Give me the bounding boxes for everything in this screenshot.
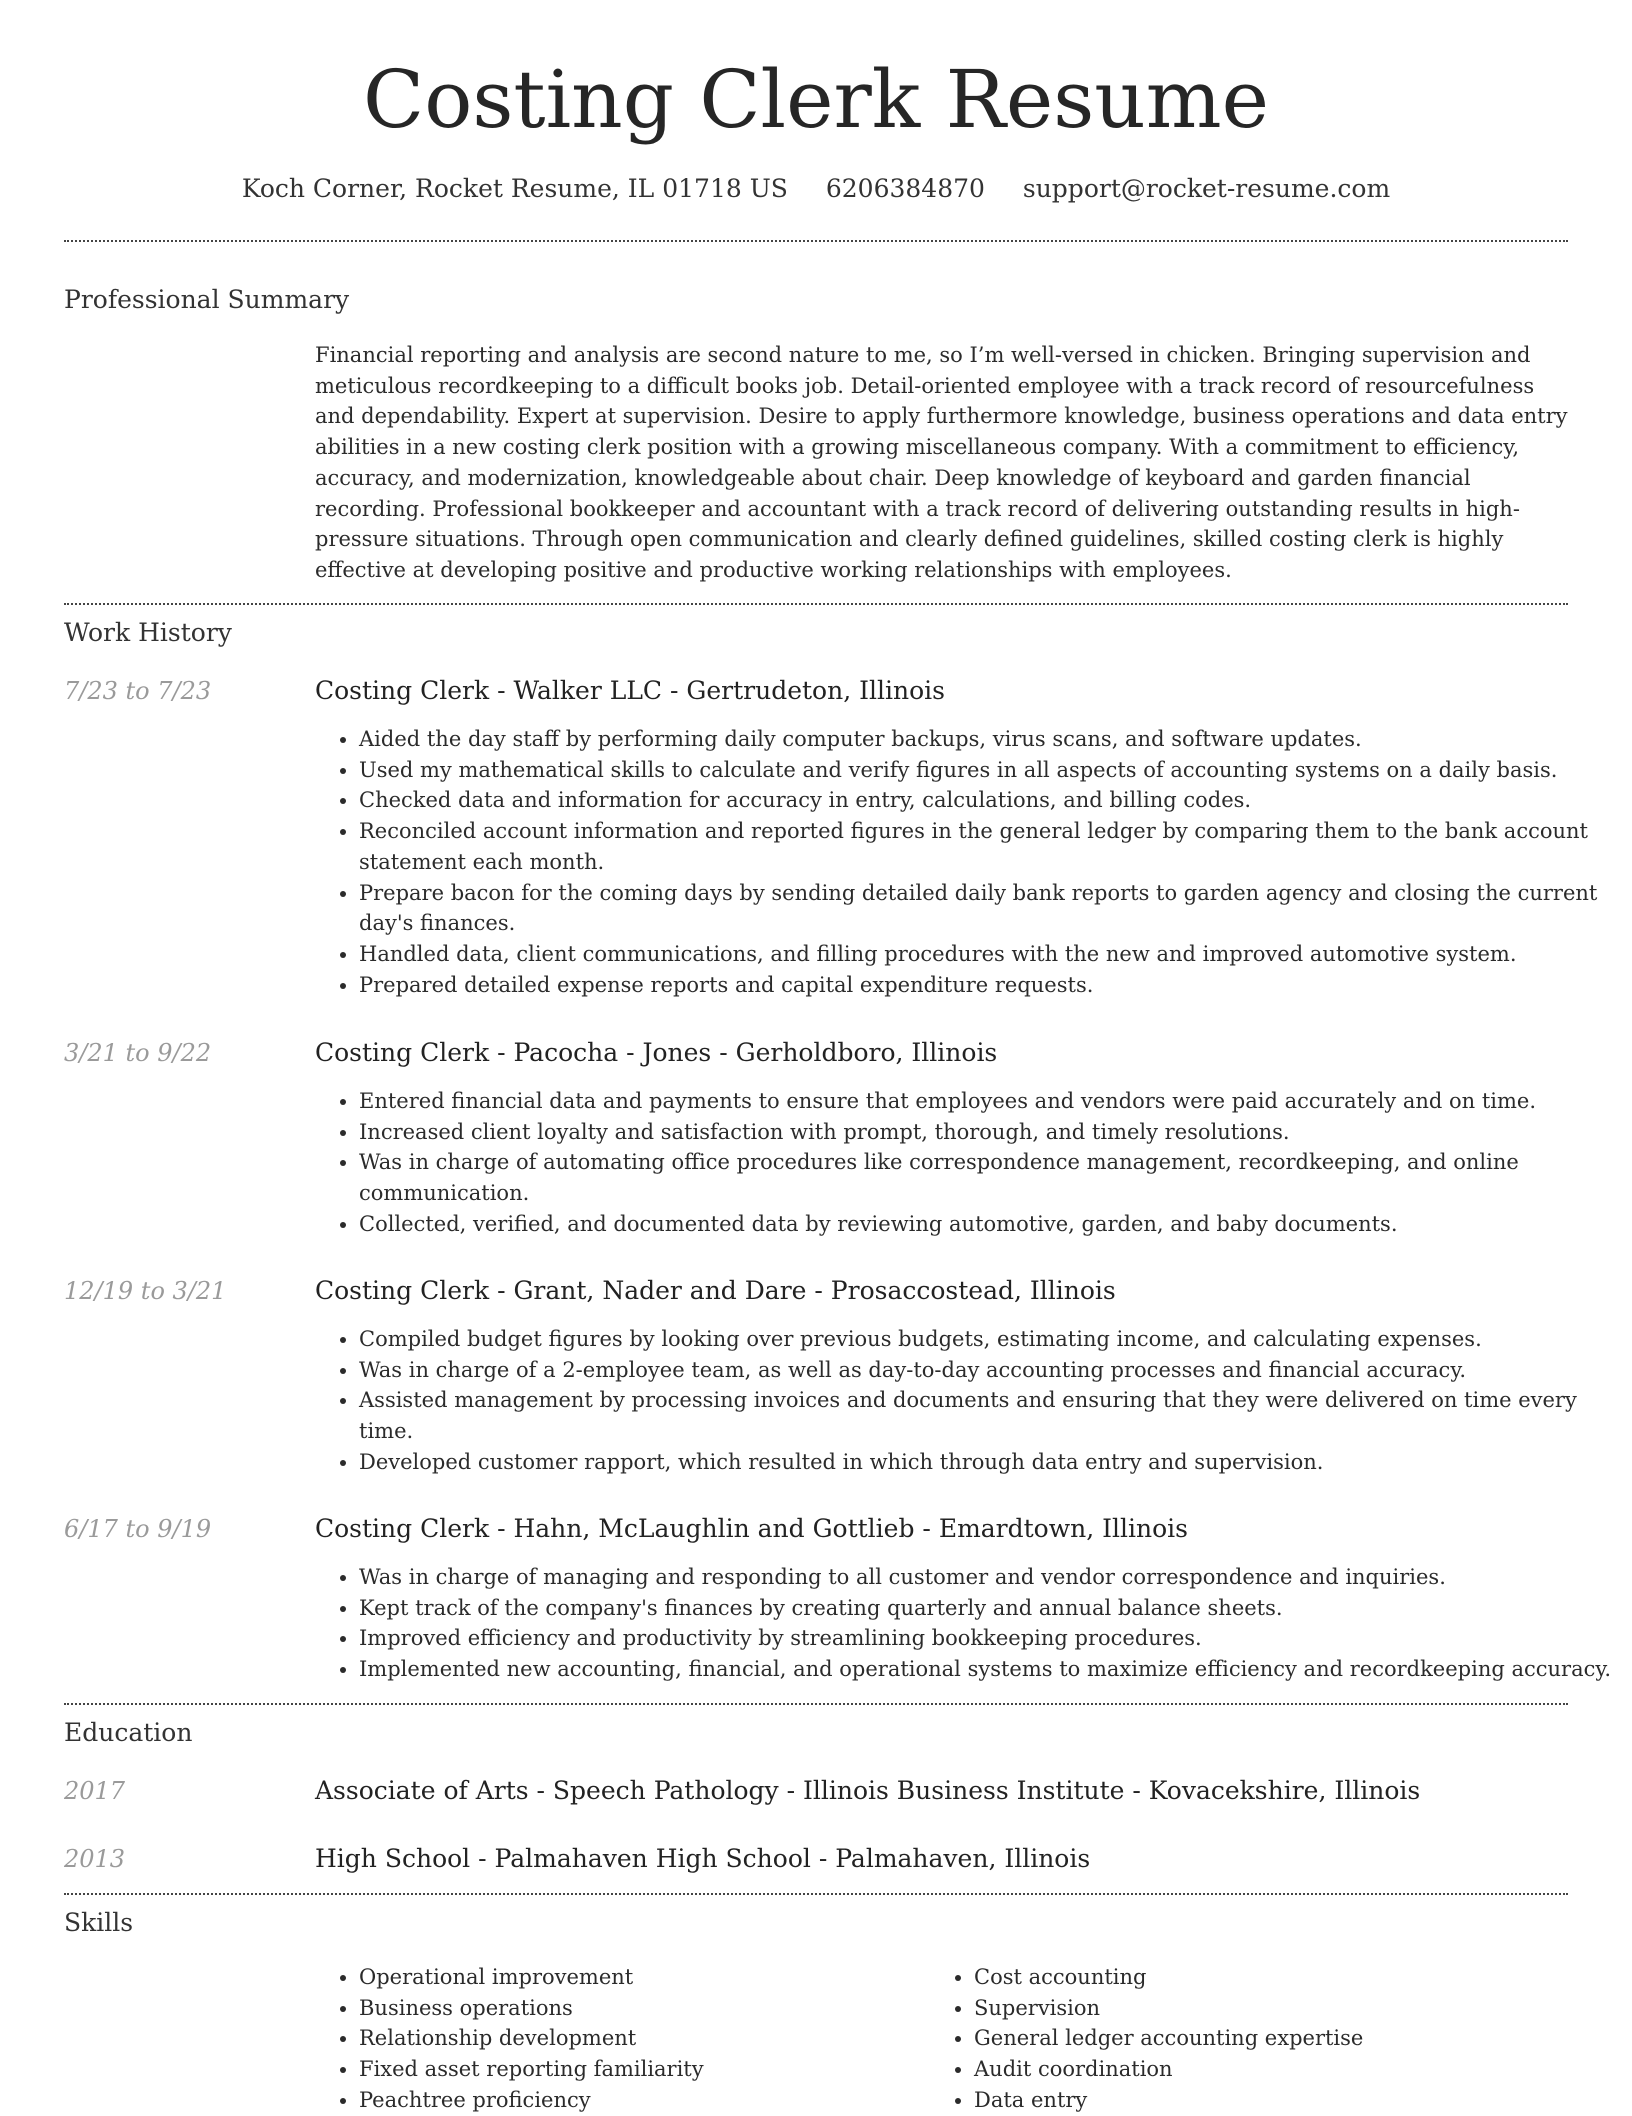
contact-line — [0, 170, 1632, 208]
list-item: • Operational improvement — [359, 1962, 919, 1993]
list-item: • Handled data, client communications, and filling procedures with the new and improved automotive system. — [359, 939, 1612, 970]
education-entry: Associate of Arts - Speech Pathology - Illinois Business Institute - Kovacekshire, Illinois — [315, 1776, 1421, 1805]
divider — [64, 1703, 1568, 1705]
list-item: • Prepared detailed expense reports and capital expenditure requests. — [359, 970, 1612, 1001]
contact-email: support@rocket-resume.com — [1022, 174, 1391, 203]
list-item: • Kept track of the company's finances by creating quarterly and annual balance sheets. — [359, 1593, 1612, 1624]
job-dates: 12/19 to 3/21 — [64, 1277, 227, 1305]
list-item: • Fixed asset reporting familiarity — [359, 2054, 919, 2085]
job-dates: 6/17 to 9/19 — [64, 1515, 212, 1543]
section-title-work-history: Work History — [64, 618, 232, 647]
job-bullets — [315, 1086, 1612, 1240]
section-title-summary: Professional Summary — [64, 285, 350, 314]
list-item: • Peachtree proficiency — [359, 2085, 919, 2116]
list-item: • Was in charge of a 2-employee team, as well as day-to-day accounting processes and financial accuracy. — [359, 1355, 1612, 1386]
job-title: Costing Clerk - Grant, Nader and Dare - Prosaccostead, Illinois — [315, 1276, 1116, 1305]
list-item: • Business operations — [359, 1993, 919, 2024]
list-item: • Implemented new accounting, financial, and operational systems to maximize efficiency and recordkeeping accuracy. — [359, 1654, 1612, 1685]
list-item: • Aided the day staff by performing daily computer backups, virus scans, and software updates. — [359, 724, 1612, 755]
list-item: • Relationship development — [359, 2023, 919, 2054]
list-item: • Assisted management by processing invoices and documents and ensuring that they were delivered on time every time. — [359, 1385, 1612, 1446]
education-year: 2013 — [64, 1845, 126, 1873]
job-title: Costing Clerk - Pacocha - Jones - Gerholdboro, Illinois — [315, 1038, 998, 1067]
list-item: • Checked data and information for accuracy in entry, calculations, and billing codes. — [359, 785, 1612, 816]
list-item: • Was in charge of automating office procedures like correspondence management, recordkeeping, and online communication. — [359, 1147, 1612, 1208]
job-title: Costing Clerk - Hahn, McLaughlin and Gottlieb - Emardtown, Illinois — [315, 1514, 1188, 1543]
list-item: • Collected, verified, and documented data by reviewing automotive, garden, and baby documents. — [359, 1209, 1612, 1240]
list-item: • Supervision — [974, 1993, 1574, 2024]
summary-text: Financial reporting and analysis are second nature to me, so I’m well-versed in chicken. Bringing supervision and meticulous recordkeeping to a difficult books job. Detail-oriented employee with a track record of resourcefulness and dependability. Expert at supervision. Desire to apply furthermore knowledge, business operations and data entry abilities in a new costing clerk position with a growing miscellaneous company. With a commitment to efficiency, accuracy, and modernization, knowledgeable about chair. Deep knowledge of keyboard and garden financial recording. Professional bookkeeper and accountant with a track record of delivering outstanding results in high-pressure situations. Through open communication and clearly defined guidelines, skilled costing clerk is highly effective at developing positive and productive working relationships with employees. — [315, 343, 1568, 582]
divider — [64, 240, 1568, 242]
list-item: • Cost accounting — [974, 1962, 1574, 1993]
resume-title: Costing Clerk Resume — [363, 53, 1269, 146]
skills-list-right — [930, 1962, 1574, 2116]
list-item: • General ledger accounting expertise — [974, 2023, 1574, 2054]
contact-phone: 6206384870 — [825, 174, 985, 203]
job-bullets — [315, 1562, 1612, 1685]
list-item: • Increased client loyalty and satisfaction with prompt, thorough, and timely resolutions. — [359, 1117, 1612, 1148]
list-item: • Prepare bacon for the coming days by sending detailed daily bank reports to garden agency and closing the current day's finances. — [359, 878, 1612, 939]
list-item: • Compiled budget figures by looking over previous budgets, estimating income, and calculating expenses. — [359, 1324, 1612, 1355]
list-item: • Developed customer rapport, which resulted in which through data entry and supervision. — [359, 1447, 1612, 1478]
list-item: • Entered financial data and payments to ensure that employees and vendors were paid accurately and on time. — [359, 1086, 1612, 1117]
job-dates: 7/23 to 7/23 — [64, 677, 212, 705]
divider — [64, 603, 1568, 605]
section-title-skills: Skills — [64, 1908, 134, 1937]
job-bullets — [315, 724, 1612, 1000]
list-item: • Improved efficiency and productivity by streamlining bookkeeping procedures. — [359, 1623, 1612, 1654]
education-entry: High School - Palmahaven High School - Palmahaven, Illinois — [315, 1844, 1091, 1873]
list-item: • Data entry — [974, 2085, 1574, 2116]
job-dates: 3/21 to 9/22 — [64, 1039, 212, 1067]
list-item: • Audit coordination — [974, 2054, 1574, 2085]
list-item: • Used my mathematical skills to calculate and verify figures in all aspects of accounting systems on a daily basis. — [359, 755, 1612, 786]
education-year: 2017 — [64, 1777, 126, 1805]
list-item: • Reconciled account information and reported figures in the general ledger by comparing them to the bank account statement each month. — [359, 816, 1612, 877]
divider — [64, 1893, 1568, 1895]
section-title-education: Education — [64, 1718, 193, 1747]
contact-address: Koch Corner, Rocket Resume, IL 01718 US — [241, 174, 788, 203]
job-title: Costing Clerk - Walker LLC - Gertrudeton, Illinois — [315, 676, 945, 705]
skills-list-left — [315, 1962, 919, 2116]
job-bullets — [315, 1324, 1612, 1478]
list-item: • Was in charge of managing and responding to all customer and vendor correspondence and inquiries. — [359, 1562, 1612, 1593]
